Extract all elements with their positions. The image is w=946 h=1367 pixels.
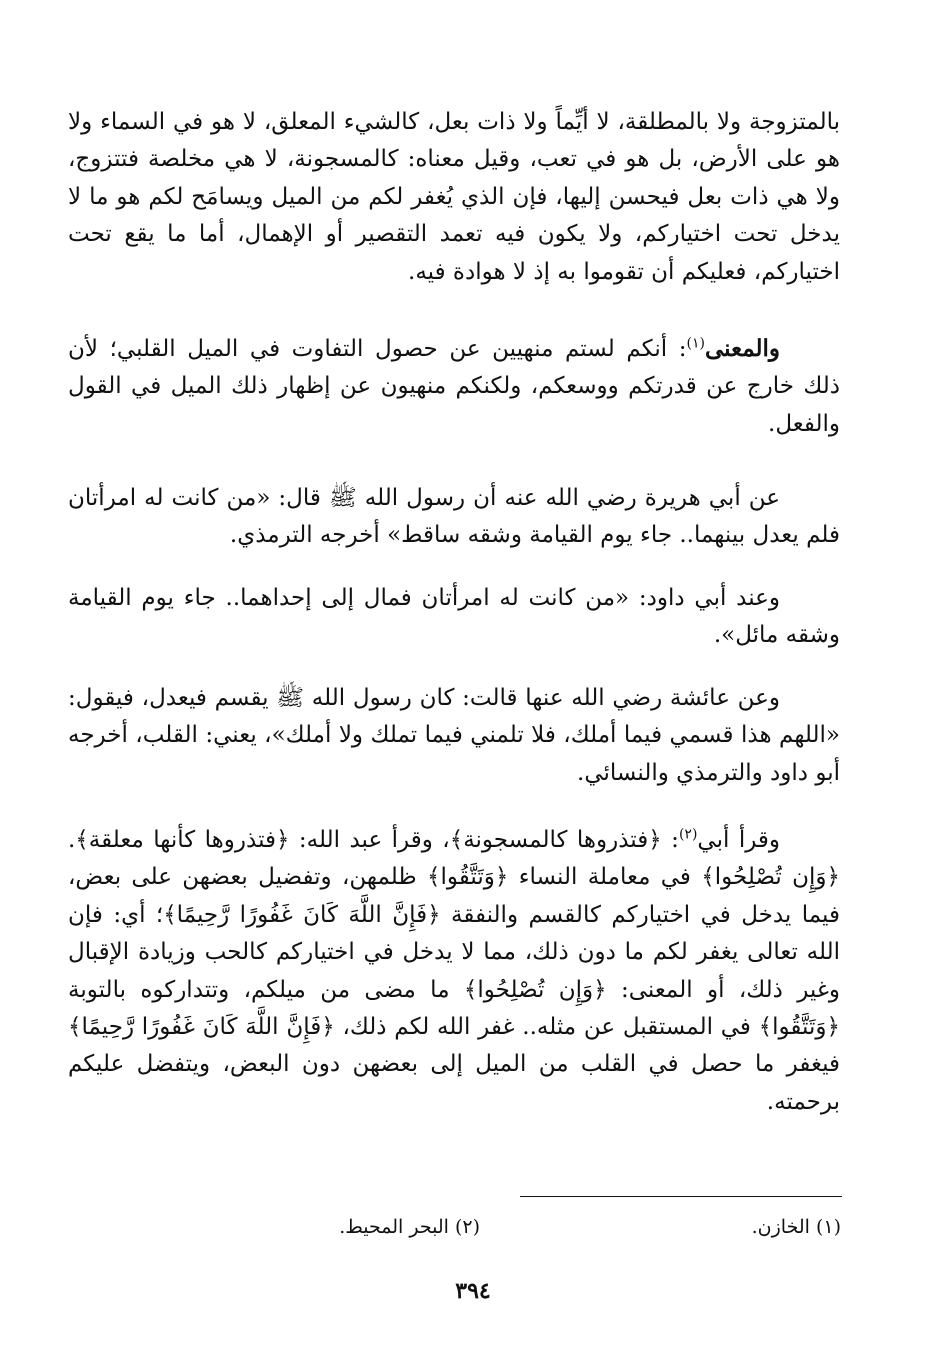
paragraph-6-text: : ﴿فتذروها كالمسجونة﴾، وقرأ عبد الله: ﴿فتذروها كأنها معلقة﴾. ﴿وَإِن تُصْلِحُوا﴾ في معاملة النساء ﴿وَتَتَّقُوا﴾ ظلمهن، وتفضيل بعضهن على بعض، فيما يدخل في اختياركم كالقسم والنفقة ﴿فَإِنَّ اللَّهَ كَانَ غَفُورًا رَّحِيمًا﴾؛ أي: فإن الله تعالى يغفر لكم ما دون ذلك، مما لا يدخل في اختياركم كالحب وزيادة الإقبال وغير ذلك، أو المعنى: ﴿وَإِن تُصْلِحُوا﴾ ما مضى من ميلكم، وتتداركوه بالتوبة ﴿وَتَتَّقُوا﴾ في المستقبل عن مثله.. غفر الله لكم ذلك، ﴿فَإِنَّ اللَّهَ كَانَ غَفُورًا رَّحِيمًا﴾ فيغفر ما حصل في القلب من الميل إلى بعضهن دون البعض، ويتفضل عليكم برحمته. (68, 827, 840, 1115)
footnote-marker-1: (١) (686, 335, 705, 352)
paragraph-5-text: وعن عائشة رضي الله عنها قالت: كان رسول الله ﷺ يقسم فيعدل، فيقول: «اللهم هذا قسمي فيما أملك، فلا تلمني فيما تملك ولا أملك»، يعني: القلب، أخرجه أبو داود والترمذي والنسائي. (68, 685, 840, 786)
paragraph-1 (68, 104, 840, 291)
footnote-marker-2: (٢) (678, 826, 698, 843)
paragraph-2 (68, 330, 840, 443)
page-number: ٣٩٤ (455, 1278, 491, 1304)
paragraph-6-lead: وقرأ أبي (697, 827, 781, 853)
paragraph-1-text: بالمتزوجة ولا بالمطلقة، لا أيِّماً ولا ذات بعل، كالشيء المعلق، لا هو في السماء ولا هو على الأرض، بل هو في تعب، وقيل معناه: كالمسجونة، لا هي مخلصة فتتزوج، ولا هي ذات بعل فيحسن إليها، فإن الذي يُغفر لكم من الميل ويسامَح لكم هو ما لا يدخل تحت اختياركم، ولا يكون فيه تعمد التقصير أو الإهمال، أما ما يقع تحت اختياركم، فعليكم أن تقوموا به إذ لا هوادة فيه. (68, 109, 840, 285)
paragraph-3 (68, 480, 840, 555)
paragraph-6 (68, 822, 840, 1121)
paragraph-2-lead: والمعنى (704, 335, 780, 362)
footnote-1: (١) الخازن. (751, 1216, 841, 1238)
paragraph-2-text: : أنكم لستم منهيين عن حصول التفاوت في الميل القلبي؛ لأن ذلك خارج عن قدرتكم ووسعكم، ولكنكم منهيون عن إظهار ذلك الميل في القول والفعل. (68, 336, 840, 437)
footnote-2: (٢) البحر المحيط. (339, 1216, 480, 1238)
paragraph-5 (68, 680, 840, 792)
paragraph-3-text: عن أبي هريرة رضي الله عنه أن رسول الله ﷺ قال: «من كانت له امرأتان فلم يعدل بينهما.. جاء يوم القيامة وشقه ساقط» أخرجه الترمذي. (68, 485, 840, 549)
footnote-divider (520, 1196, 842, 1197)
paragraph-4 (68, 580, 840, 655)
paragraph-4-text: وعند أبي داود: «من كانت له امرأتان فمال إلى إحداهما.. جاء يوم القيامة وشقه مائل». (68, 585, 840, 649)
